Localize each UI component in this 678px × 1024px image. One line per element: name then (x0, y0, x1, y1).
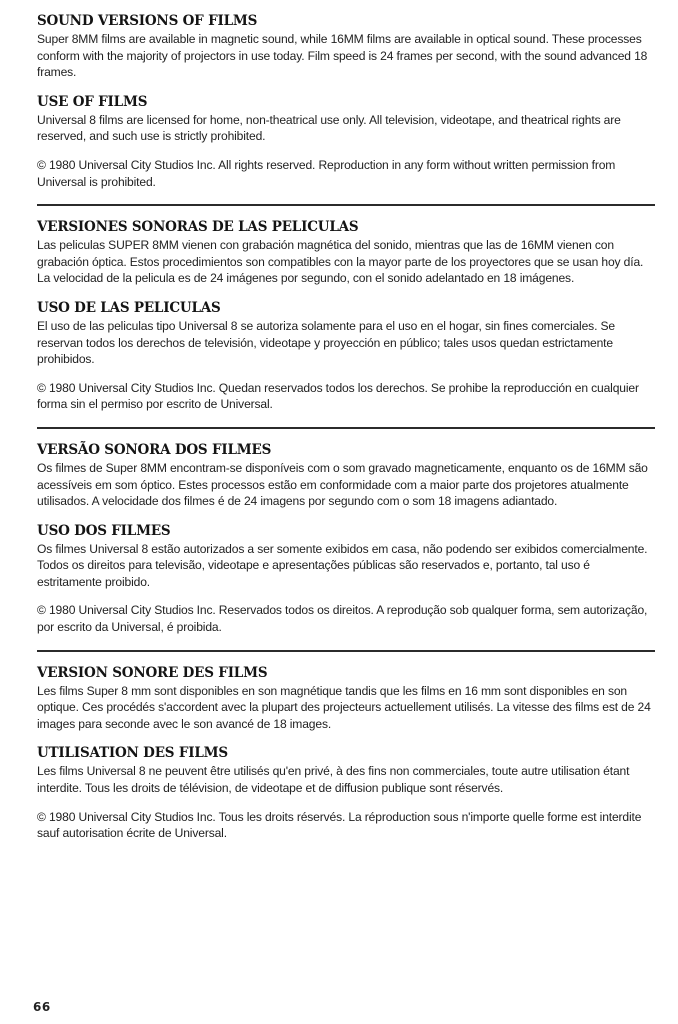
copyright-notice: © 1980 Universal City Studios Inc. Reservados todos os direitos. A reprodução sob qualquer forma, sem autorização, por escrito da Universal, é proibida. (37, 603, 648, 635)
section-heading: SOUND VERSIONS OF FILMS (37, 13, 258, 29)
section-english (37, 12, 655, 190)
section-heading: VERSÃO SONORA DOS FILMES (37, 441, 272, 458)
divider (37, 204, 655, 206)
section-paragraph: Les films Universal 8 ne peuvent être utilisés qu'en privé, à des fins non commerciales, toute autre utilisation étant interdite. Tous les droits de télévision, de videotape et de diffusion publique sont réservés. (37, 764, 630, 796)
section-heading: USO DOS FILMES (37, 522, 171, 539)
divider (37, 427, 655, 429)
sound-versions-block (37, 664, 655, 733)
sound-versions-block (37, 441, 655, 510)
copyright-notice: © 1980 Universal City Studios Inc. All rights reserved. Reproduction in any form without written permission from Universal is prohibited. (37, 157, 616, 189)
use-of-films-block (37, 522, 655, 591)
section-heading: UTILISATION DES FILMS (37, 745, 228, 762)
page-number: 66 (33, 1000, 51, 1014)
section-paragraph: Universal 8 films are licensed for home, non-theatrical use only. All television, videotape, and theatrical rights are reserved, and such use is strictly prohibited. (37, 112, 621, 144)
divider (37, 650, 655, 652)
use-of-films-block (37, 93, 655, 145)
section-paragraph: Las peliculas SUPER 8MM vienen con grabación magnética del sonido, mientras que las de 16MM vienen con grabación óptica. Estos procedimientos son compatibles con la mayor parte de los proyectores que se usan hoy día. La velocidad de la pelicula es de 24 imágenes por segundo, con el sonido adelantado en 18 imágenes. (37, 238, 644, 286)
section-paragraph: Os filmes Universal 8 estão autorizados a ser somente exibidos em casa, não podendo ser exibidos comercialmente. Todos os direitos para televisão, videotape e apresentações públicas são reservados e, portanto, tal uso é estritamente proibido. (37, 541, 648, 589)
use-of-films-block (37, 744, 655, 796)
section-heading: USE OF FILMS (37, 93, 148, 110)
section-paragraph: Les films Super 8 mm sont disponibles en son magnétique tandis que les films en 16 mm sont disponibles en son optique. Ces procédés s'accordent avec la plupart des projecteurs actuellement utilisés. La vitesse des films est de 24 images para seconde avec le son avancé de 18 images. (37, 683, 651, 731)
section-heading: VERSIONES SONORAS DE LAS PELICULAS (37, 219, 359, 236)
copyright-notice: © 1980 Universal City Studios Inc. Quedan reservados todos los derechos. Se prohibe la reproducción en cualquier forma sin el permiso por escrito de Universal. (37, 380, 639, 412)
document-page (37, 12, 655, 842)
section-heading: USO DE LAS PELICULAS (37, 299, 221, 316)
section-french (37, 664, 655, 842)
section-portuguese (37, 441, 655, 636)
section-paragraph: El uso de las peliculas tipo Universal 8 se autoriza solamente para el uso en el hogar, sin fines comerciales. Se reservan todos los derechos de televisión, videotape y proyección en público; tales usos quedan estrictamente prohibidos. (37, 318, 615, 367)
copyright-notice: © 1980 Universal City Studios Inc. Tous les droits réservés. La réproduction sous n'importe quelle forme est interdite sauf autorisation écrite de Universal. (37, 809, 642, 841)
sound-versions-block (37, 218, 655, 287)
use-of-films-block (37, 299, 655, 368)
section-heading: VERSION SONORE DES FILMS (37, 664, 268, 681)
section-paragraph: Os filmes de Super 8MM encontram-se disponíveis com o som gravado magneticamente, enquanto os de 16MM são acessíveis em som óptico. Estes processos estão em conformidade com a maior parte dos projetores atualmente utilisados. A velocidade dos filmes é de 24 imagens por segundo com o som 18 imagens adiantado. (37, 460, 648, 509)
section-spanish (37, 218, 655, 413)
section-paragraph: Super 8MM films are available in magnetic sound, while 16MM films are available in optical sound. These processes conform with the majority of projectors in use today. Film speed is 24 frames per second, with the sound advanced 18 frames. (37, 32, 648, 80)
sound-versions-block (37, 12, 655, 81)
